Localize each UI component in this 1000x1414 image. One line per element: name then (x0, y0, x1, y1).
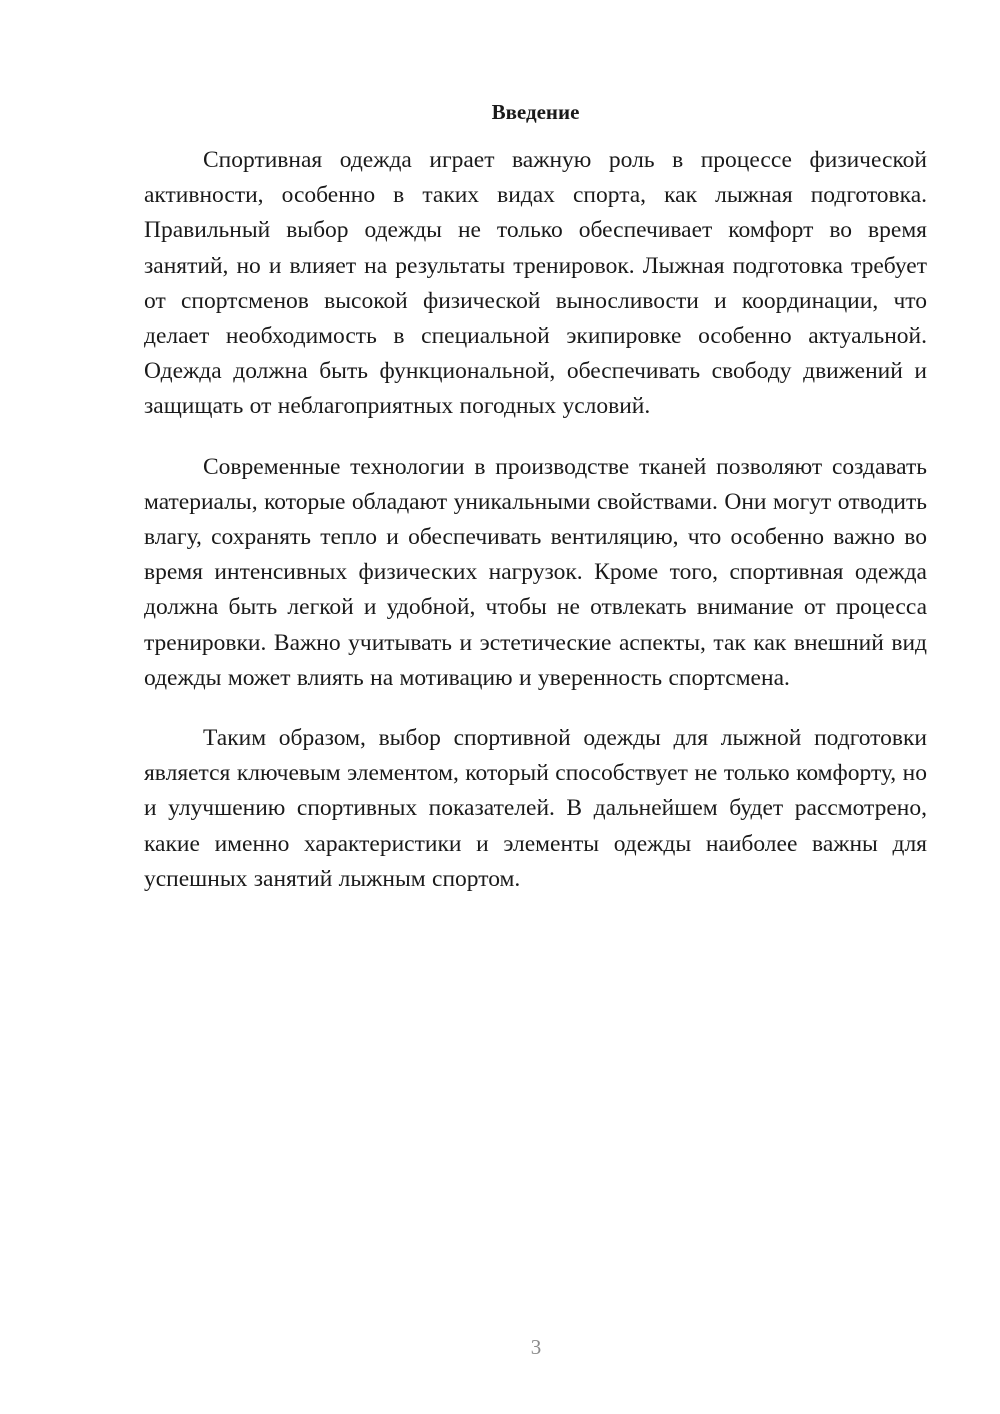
paragraph-2: Современные технологии в производстве тканей позволяют создавать материалы, которые обладают уникальными свойствами. Они могут отводить влагу, сохранять тепло и обеспечивать вентиляцию, что особенно важно во время интенсивных физических нагрузок. Кроме того, спортивная одежда должна быть легкой и удобной, чтобы не отвлекать внимание от процесса тренировки. Важно учитывать и эстетические аспекты, так как внешний вид одежды может влиять на мотивацию и уверенность спортсмена. (144, 453, 927, 691)
body-text (144, 143, 927, 922)
page-number: 3 (530, 1335, 542, 1359)
paragraph-3: Таким образом, выбор спортивной одежды для лыжной подготовки является ключевым элементом, который способствует не только комфорту, но и улучшению спортивных показателей. В дальнейшем будет рассмотрено, какие именно характеристики и элементы одежды наиболее важны для успешных занятий лыжным спортом. (144, 725, 927, 892)
section-heading: Введение (491, 100, 580, 124)
paragraph-1: Спортивная одежда играет важную роль в процессе физической активности, особенно в таких видах спорта, как лыжная подготовка. Правильный выбор одежды не только обеспечивает комфорт во время занятий, но и влияет на результаты тренировок. Лыжная подготовка требует от спортсменов высокой физической выносливости и координации, что делает необходимость в специальной экипировке особенно актуальной. Одежда должна быть функциональной, обеспечивать свободу движений и защищать от неблагоприятных погодных условий. (144, 147, 927, 420)
